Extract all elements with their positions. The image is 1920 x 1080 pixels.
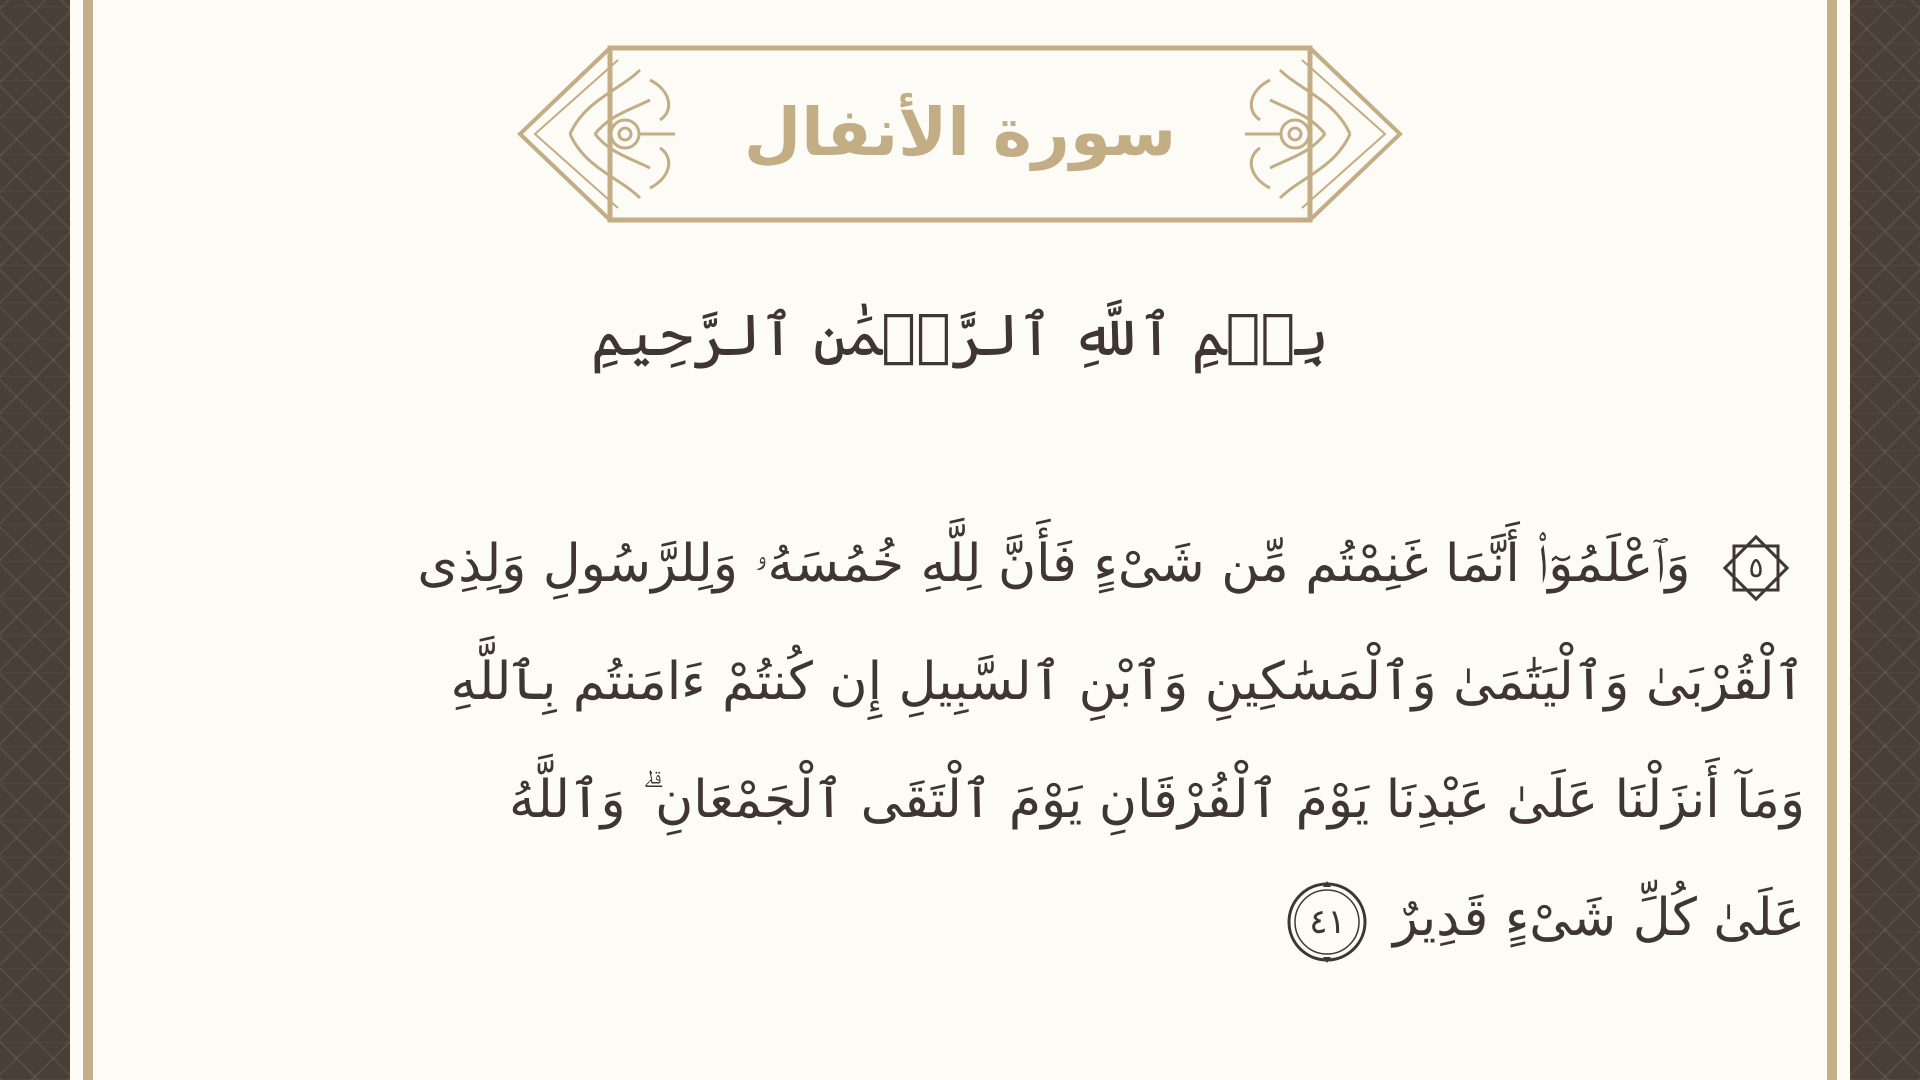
surah-title: سورة الأنفال [743, 94, 1177, 171]
right-gold-rule [1827, 0, 1837, 1080]
left-ornamental-border [0, 0, 70, 1080]
verse-line-1 [240, 505, 1805, 623]
basmala: بِسۡمِ ٱللَّهِ ٱلرَّحۡمَٰنِ ٱلرَّحِيمِ [590, 301, 1330, 369]
verse-line-4 [240, 859, 1805, 977]
verse-line-3 [240, 741, 1805, 859]
right-ornamental-border [1850, 0, 1920, 1080]
section-start-marker-icon [1713, 525, 1799, 611]
section-start-marker-glyph: ٥ [1748, 550, 1764, 584]
left-gold-rule [83, 0, 93, 1080]
verse-line-3-text: وَمَآ أَنزَلْنَا عَلَىٰ عَبْدِنَا يَوْمَ ٱلْفُرْقَانِ يَوْمَ ٱلْتَقَى ٱلْجَمْعَانِ ۗ وَٱللَّهُ [509, 770, 1805, 830]
surah-header-cartouche [500, 40, 1420, 230]
verse-number: ٤١ [1309, 901, 1346, 942]
verse-end-marker-icon [1284, 879, 1370, 965]
verse-line-1-text: وَٱعْلَمُوٓا۟ أَنَّمَا غَنِمْتُم مِّن شَىْءٍ فَأَنَّ لِلَّهِ خُمُسَهُۥ وَلِلرَّسُولِ وَلِذِى [417, 534, 1691, 594]
verse-line-4-text: عَلَىٰ كُلِّ شَىْءٍ قَدِيرٌ [1393, 888, 1805, 948]
verse-line-2 [240, 623, 1805, 741]
verse-line-2-text: ٱلْقُرْبَىٰ وَٱلْيَتَٰمَىٰ وَٱلْمَسَٰكِينِ وَٱبْنِ ٱلسَّبِيلِ إِن كُنتُمْ ءَامَنتُم بِٱللَّهِ [450, 652, 1805, 712]
verse-text [240, 505, 1805, 977]
